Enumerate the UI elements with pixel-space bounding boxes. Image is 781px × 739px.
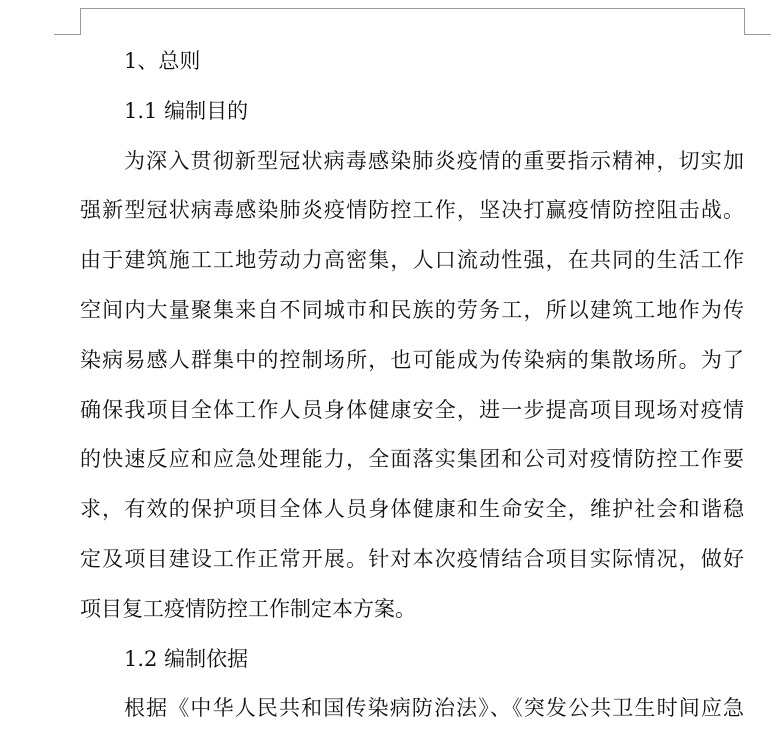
paragraph-line: 根据《中华人民共和国传染病防治法》、《突发公共卫生时间应急: [124, 696, 744, 721]
section-1-1-heading: 1.1 编制目的: [124, 98, 249, 123]
paragraph-line: 空间内大量聚集来自不同城市和民族的劳务工，所以建筑工地作为传: [80, 297, 744, 322]
section-1-heading: 1、总则: [124, 49, 201, 73]
page-corner-mark-top-right: [744, 8, 771, 35]
paragraph-line: 染病易感人群集中的控制场所，也可能成为传染病的集散场所。为了: [80, 347, 744, 372]
paragraph-line: 为深入贯彻新型冠状病毒感染肺炎疫情的重要指示精神，切实加: [124, 148, 744, 173]
paragraph-line: 强新型冠状病毒感染肺炎疫情防控工作，坚决打赢疫情防控阻击战。: [80, 198, 744, 223]
paragraph-line: 定及项目建设工作正常开展。针对本次疫情结合项目实际情况，做好: [80, 546, 744, 571]
paragraph-line: 项目复工疫情防控工作制定本方案。: [80, 596, 416, 621]
document-body[interactable]: [80, 37, 744, 734]
page-corner-mark-top-left: [54, 8, 81, 35]
paragraph-line: 求，有效的保护项目全体人员身体健康和生命安全，维护社会和谐稳: [80, 497, 744, 522]
paragraph-purpose: [80, 137, 744, 635]
paragraph-line: 由于建筑施工工地劳动力高密集，人口流动性强，在共同的生活工作: [80, 248, 744, 273]
section-1-2-heading: 1.2 编制依据: [124, 646, 249, 671]
paragraph-basis: [80, 684, 744, 734]
page-top-border: [80, 8, 744, 9]
paragraph-line: 的快速反应和应急处理能力，全面落实集团和公司对疫情防控工作要: [80, 447, 744, 472]
paragraph-line: 确保我项目全体工作人员身体健康安全，进一步提高项目现场对疫情: [80, 397, 744, 422]
